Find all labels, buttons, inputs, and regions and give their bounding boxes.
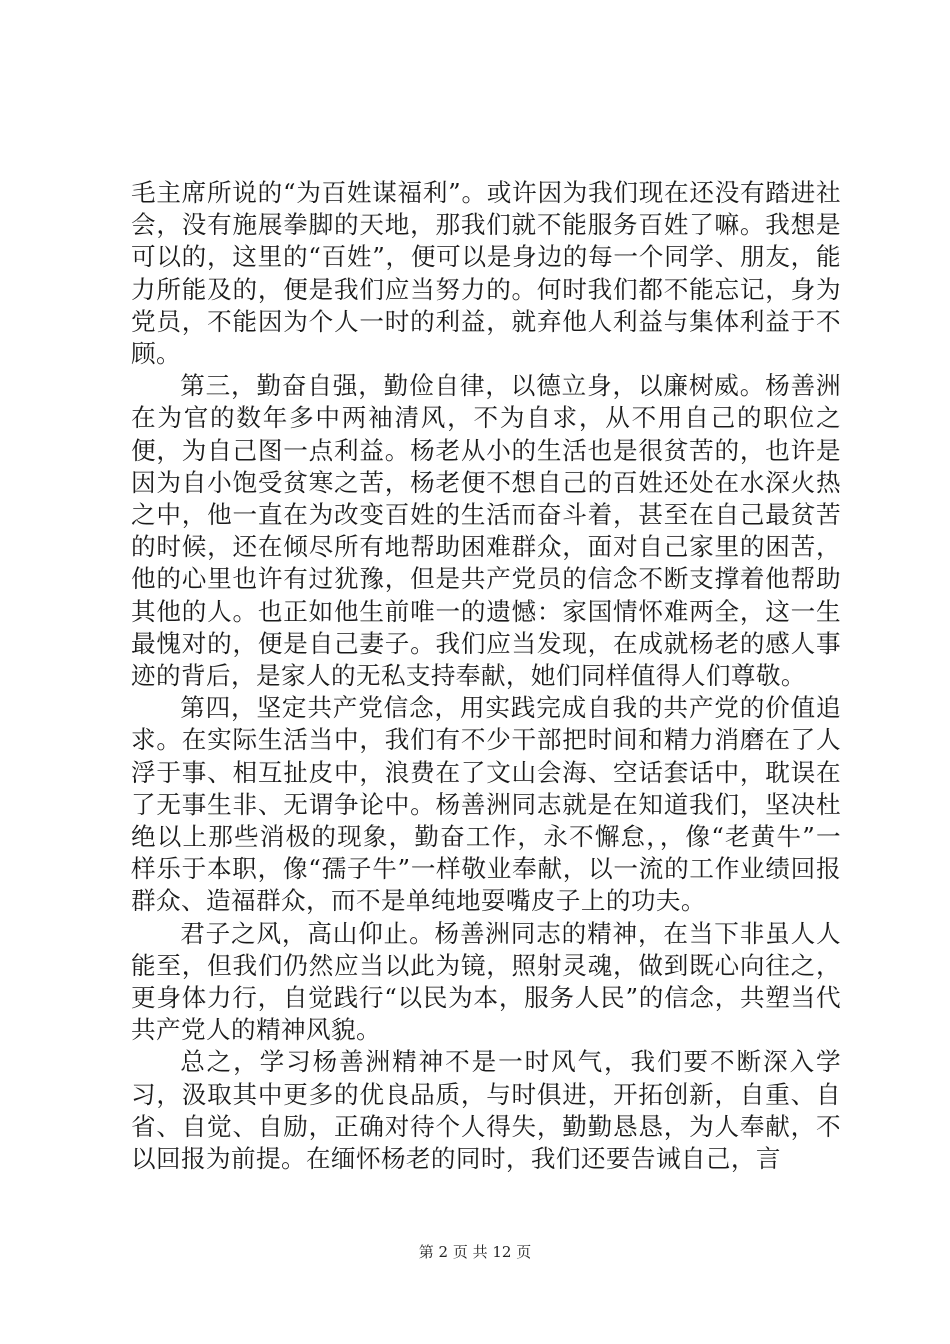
- body-text: [131, 177, 841, 1175]
- paragraph-3: 第四，坚定共产党信念，用实践完成自我的共产党的价值追求。在实际生活当中，我们有不少干部把时间和精力消磨在了人浮于事、相互扯皮中，浪费在了文山会海、空话套话中，耽误在了无事生非、无谓争论中。杨善洲同志就是在知道我们，坚决杜绝以上那些消极的现象，勤奋工作，永不懈怠，，像“老黄牛”一样乐于本职，像“孺子牛”一样敬业奉献，以一流的工作业绩回报群众、造福群众，而不是单纯地耍嘴皮子上的功夫。: [131, 693, 841, 916]
- page-footer: 第 2 页 共 12 页: [418, 1243, 532, 1261]
- paragraph-5: 总之，学习杨善洲精神不是一时风气，我们要不断深入学习，汲取其中更多的优良品质，与时俱进，开拓创新，自重、自省、自觉、自励，正确对待个人得失，勤勤恳恳，为人奉献，不以回报为前提。在缅怀杨老的同时，我们还要告诫自己，言: [131, 1047, 841, 1174]
- paragraph-2: 第三，勤奋自强，勤俭自律，以德立身，以廉树威。杨善洲在为官的数年多中两袖清风，不为自求，从不用自己的职位之便，为自己图一点利益。杨老从小的生活也是很贫苦的，也许是因为自小饱受贫寒之苦，杨老便不想自己的百姓还处在水深火热之中，他一直在为改变百姓的生活而奋斗着，甚至在自己最贫苦的时候，还在倾尽所有地帮助困难群众，面对自己家里的困苦，他的心里也许有过犹豫，但是共产党员的信念不断支撑着他帮助其他的人。也正如他生前唯一的遗憾：家国情怀难两全，这一生最愧对的，便是自己妻子。我们应当发现，在成就杨老的感人事迹的背后，是家人的无私支持奉献，她们同样值得人们尊敬。: [131, 371, 841, 691]
- paragraph-1: 毛主席所说的“为百姓谋福利”。或许因为我们现在还没有踏进社会，没有施展拳脚的天地，那我们就不能服务百姓了嘛。我想是可以的，这里的“百姓”，便可以是身边的每一个同学、朋友，能力所能及的，便是我们应当努力的。何时我们都不能忘记，身为党员，不能因为个人一时的利益，就弃他人利益与集体利益于不顾。: [131, 178, 841, 369]
- paragraph-4: 君子之风，高山仰止。杨善洲同志的精神，在当下非虽人人能至，但我们仍然应当以此为镜，照射灵魂，做到既心向往之，更身体力行，自觉践行“以民为本，服务人民”的信念，共塑当代共产党人的精神风貌。: [131, 918, 841, 1045]
